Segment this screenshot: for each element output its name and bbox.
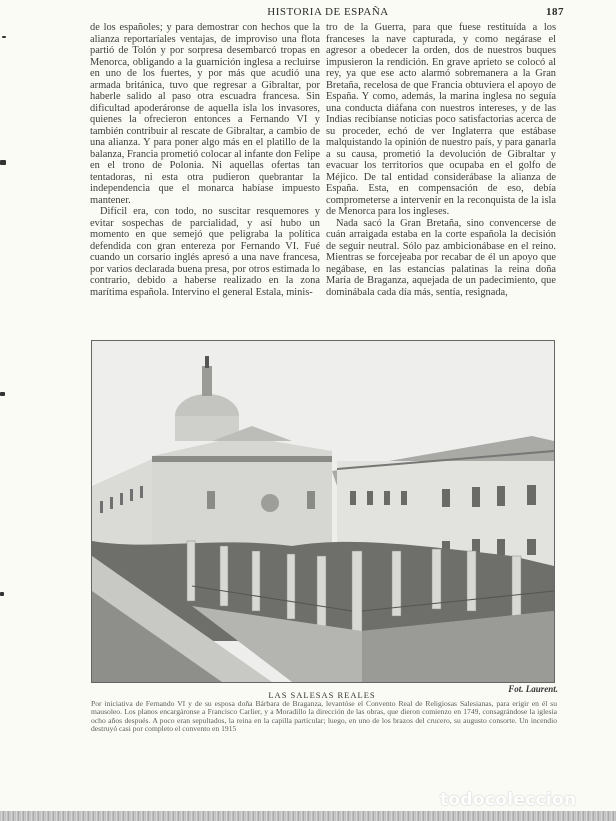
salesas-reales-photograph xyxy=(91,340,555,683)
margin-speck xyxy=(0,592,4,596)
building-illustration xyxy=(92,341,554,682)
margin-speck xyxy=(0,160,6,165)
paragraph: Difícil era, con todo, no suscitar resquemores y evitar sospechas de parcialidad, y así hubo un momento en que semejó que peligraba la política defendida con gran entereza por Fernando VI. Fué cuando un corsario inglés apresó a una nave francesa, por varios declarada buena presa, por otros estimada lo contrario, debido a haberse realizado en la zona marítima española. Intervino el general Estala, minis- xyxy=(90,206,320,298)
margin-speck xyxy=(2,36,6,38)
right-text-column xyxy=(326,22,556,298)
scan-edge-strip xyxy=(0,811,616,821)
running-title: HISTORIA DE ESPAÑA xyxy=(267,6,389,18)
paragraph: tro de la Guerra, para que fuese restituída a los franceses la nave capturada, y como negárase el agresor a obedecer la orden, dos de nuestros buques impusieron la rendición. En grave aprieto se colocó al rey, ya que ese acto alarmó sobremanera a la Gran Bretaña, recelosa de que Francia obtuviera el apoyo de España. Y como, además, la marina inglesa no seguía una conducta diáfana con nuestros intereses, y de las Indias recibíanse noticias poco satisfactorias acerca de su proceder, echó de ver Inglaterra que estábase malquistando la opinión de nuestro país, y para ganarla a su causa, prometió la devolución de Gibraltar y evacuar los territorios que ocupaba en el golfo de Méjico. De tal entidad considerábase la alianza de España. Esta, en compensación de eso, debía comprometerse a intervenir en la reconquista de la isla de Menorca para los ingleses. xyxy=(326,22,556,217)
page-header xyxy=(92,6,564,20)
caption-title: LAS SALESAS REALES xyxy=(268,690,376,700)
photo-credit: Fot. Laurent. xyxy=(508,684,558,694)
caption-text: Por iniciativa de Fernando VI y de su esposa doña Bárbara de Braganza, levantóse el Convento Real de Religiosas Salesianas, para erigir en él su mausoleo. Los planos encargáronse a Francisco Carlier, y a Moradillo la dirección de las obras, que dieron comienzo en 1749, consagrándose la iglesia ocho años después. A poco eran sepultados, la reina en la capilla particular; luego, en uno de los brazos del crucero, su augusto consorte. Un incendio destruyó casi por completo el convento en 1915 xyxy=(91,699,557,734)
paragraph: Nada sacó la Gran Bretaña, sino convencerse de cuán arraigada estaba en la corte española la decisión de seguir neutral. Sólo paz ambicionábase en el reino. Mientras se forcejeaba por recabar de él un apoyo que negábase, en las estancias palatinas la reina doña María de Braganza, aquejada de un padecimiento, que dominábala cada día más, sentía, resignada, xyxy=(326,217,556,298)
paragraph: de los españoles; y para demostrar con hechos que la alianza reportaríales ventajas, de improviso una flota partió de Tolón y por sorpresa desembarcó tropas en Menorca, obligando a la guarnición inglesa a recluirse en uno de los fuertes, y por más que acudió una armada británica, tuvo que regresar a Gibraltar, por haberle salido al paso otra escuadra francesa. Sin dificultad apoderáronse de aquella isla los invasores, quienes la ofrecieron entonces a Fernando VI y también contribuir al rescate de Gibraltar, a cambio de una alianza. Y para poner algo más en el platillo de la balanza, Francia prometió colocar al infante don Felipe en el trono de Polonia. Ni aquellas ofertas tan tentadoras, ni esta otra pudieron quebrantar la independencia que el monarca habíase impuesto mantener. xyxy=(90,22,320,206)
left-text-column xyxy=(90,22,320,298)
todocoleccion-watermark: todocoleccion xyxy=(440,790,577,810)
page-number: 187 xyxy=(546,6,564,18)
margin-speck xyxy=(0,392,5,396)
